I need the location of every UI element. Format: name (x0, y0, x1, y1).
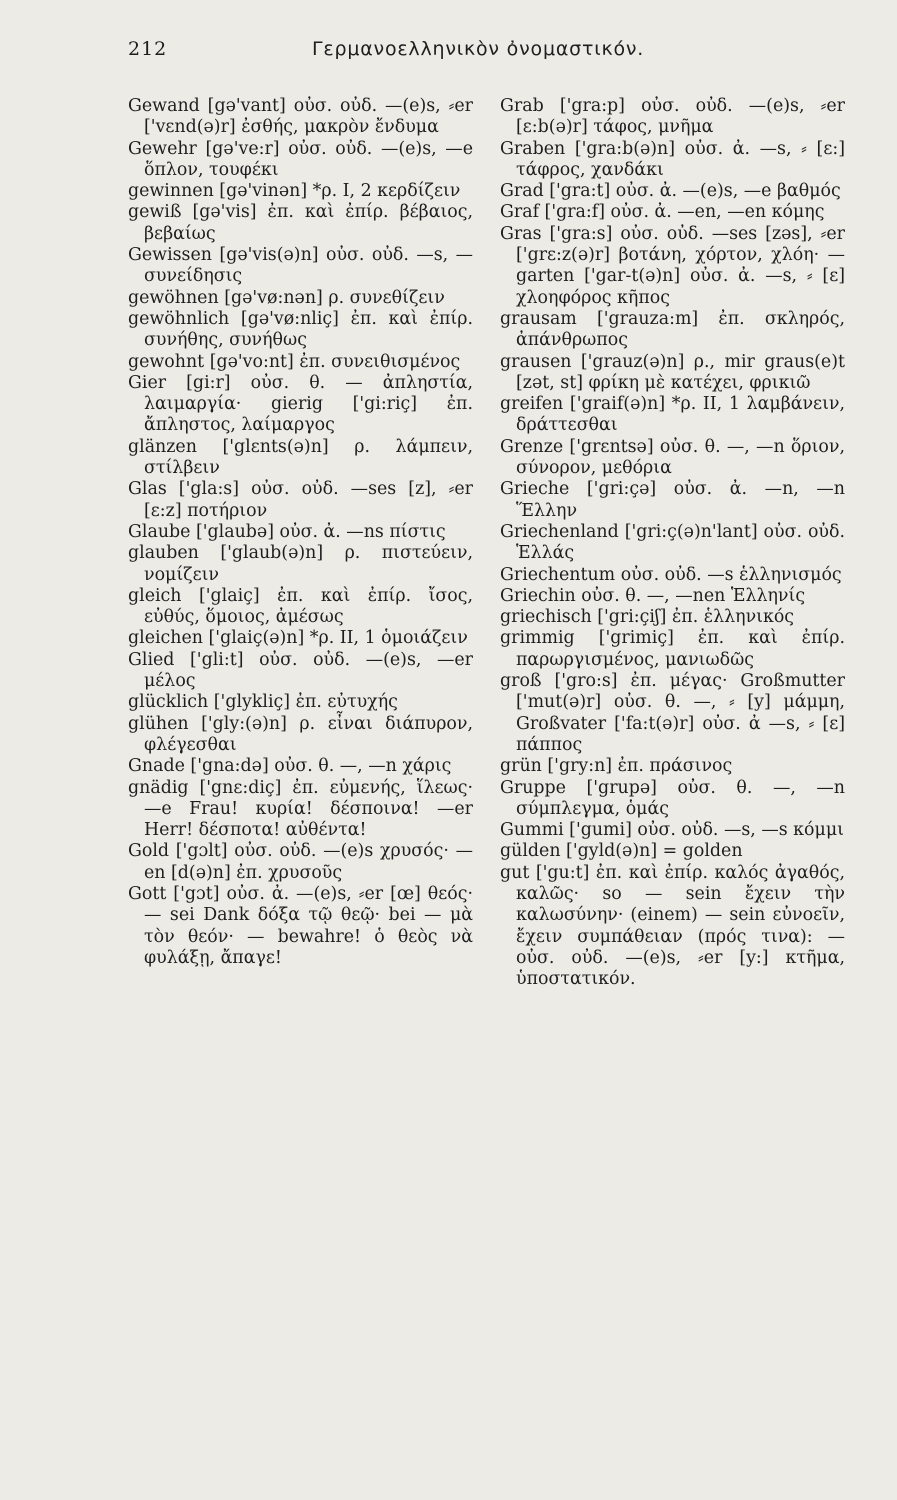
dictionary-entry: Grad ['gra:t] οὐσ. ἀ. —(e)s, —e βαθμός (500, 181, 841, 202)
running-title: Γερμανοελληνικὸν ὀνομαστικόν. (312, 38, 645, 60)
dictionary-entry: gewiß [gə'vis] ἐπ. καὶ ἐπίρ. βέβαιος, βεβαίως (128, 202, 473, 244)
right-column (500, 96, 845, 990)
dictionary-entry: grimmig ['grimiç] ἐπ. καὶ ἐπίρ. παρωργισμένος, μανιωδῶς (500, 628, 845, 670)
dictionary-entry: gut ['gu:t] ἐπ. καὶ ἐπίρ. καλός ἀγαθός, καλῶς· so — sein ἔχειν τὴν καλωσύνην· (einem) — sein εὐνοεῖν, ἔχειν συμπάθειαν (πρός τινα): — οὐσ. οὐδ. —(e)s, ⸗er [y:] κτῆμα, ὑποστατικόν. (500, 862, 845, 990)
dictionary-entry: Glas ['gla:s] οὐσ. οὐδ. —ses [z], ⸗er [ɛ:z] ποτήριον (128, 479, 473, 521)
dictionary-entry: Gummi ['gumi] οὐσ. οὐδ. —s, —s κόμμι (500, 820, 844, 841)
dictionary-entry: glühen ['gly:(ə)n] ρ. εἶναι διάπυρον, φλέγεσθαι (128, 713, 473, 755)
dictionary-entry: Graben ['gra:b(ə)n] οὐσ. ἀ. —s, ⸗ [ɛ:] τάφρος, χανδάκι (500, 138, 845, 180)
dictionary-entry: Gier [gi:r] οὐσ. θ. — ἀπληστία, λαιμαργία· gierig ['gi:riç] ἐπ. ἄπληστος, λαίμαργος (128, 372, 473, 436)
dictionary-entry: gülden ['gyld(ə)n] = golden (500, 841, 743, 862)
dictionary-entry: Gewissen [gə'vis(ə)n] οὐσ. οὐδ. —s, — συνείδησις (128, 245, 473, 287)
dictionary-entry: gewinnen [gə'vinən] *ρ. I, 2 κερδίζειν (128, 181, 461, 202)
dictionary-entry: glauben ['glaub(ə)n] ρ. πιστεύειν, νομίζειν (128, 543, 473, 585)
dictionary-entry: Graf ['gra:f] οὐσ. ἀ. —en, —en κόμης (500, 202, 825, 223)
dictionary-entry: Gewehr [gə've:r] οὐσ. οὐδ. —(e)s, —e ὅπλον, τουφέκι (128, 138, 473, 180)
dictionary-entry: Gras ['gra:s] οὐσ. οὐδ. —ses [zəs], ⸗er ['grɛ:z(ə)r] βοτάνη, χόρτον, χλόη· —garten ['gar-t(ə)n] οὐσ. ἀ. —s, ⸗ [ɛ] χλοηφόρος κῆπος (500, 223, 845, 308)
dictionary-entry: Gott ['gɔt] οὐσ. ἀ. —(e)s, ⸗er [œ] θεός· — sei Dank δόξα τῷ θεῷ· bei — μὰ τὸν θεόν· — bewahre! ὁ θεὸς νὰ φυλάξῃ, ἄπαγε! (128, 883, 473, 968)
dictionary-entry: gewöhnlich [gə'vø:nliç] ἐπ. καὶ ἐπίρ. συνήθης, συνήθως (128, 308, 473, 351)
dictionary-entry: Grenze ['grɛntsə] οὐσ. θ. —, —n ὅριον, σύνορον, μεθόρια (500, 436, 845, 479)
dictionary-entry: gleichen ['glaiç(ə)n] *ρ. II, 1 ὁμοιάζειν (128, 628, 468, 649)
dictionary-entry: groß ['gro:s] ἐπ. μέγας· Großmutter ['mut(ə)r] οὐσ. θ. —, ⸗ [y] μάμμη, Großvater ['fa:t(ə)r] οὐσ. ἀ —s, ⸗ [ɛ] πάππος (500, 671, 845, 755)
dictionary-entry: greifen ['graif(ə)n] *ρ. II, 1 λαμβάνειν, δράττεσθαι (500, 394, 845, 436)
dictionary-entry: Gold ['gɔlt] οὐσ. οὐδ. —(e)s χρυσός· —en [d(ə)n] ἐπ. χρυσοῦς (128, 841, 473, 883)
page-number: 212 (128, 38, 168, 60)
dictionary-entry: grün ['gry:n] ἐπ. πράσινος (500, 756, 733, 777)
dictionary-entry: Grab ['gra:p] οὐσ. οὐδ. —(e)s, ⸗er [ɛ:b(ə)r] τάφος, μνῆμα (500, 96, 845, 138)
dictionary-entry: Glaube ['glaubə] οὐσ. ἀ. —ns πίστις (128, 521, 446, 542)
dictionary-entry: gewohnt [gə'vo:nt] ἐπ. συνειθισμένος (128, 351, 461, 372)
dictionary-entry: Gnade ['gna:də] οὐσ. θ. —, —n χάρις (128, 756, 452, 777)
left-column (128, 96, 473, 969)
dictionary-entry: griechisch ['gri:çiʃ] ἐπ. ἑλληνικός (500, 607, 795, 628)
dictionary-entry: Griechin οὐσ. θ. —, —nen Ἑλληνίς (500, 585, 806, 606)
dictionary-entry: gnädig ['gnɛ:diç] ἐπ. εὐμενής, ἵλεως· —e Frau! κυρία! δέσποινα! —er Herr! δέσποτα! αὐθέντα! (128, 777, 473, 841)
dictionary-entry: grausen ['grauz(ə)n] ρ., mir graus(e)t [zət, st] φρίκη μὲ κατέχει, φρικιῶ (500, 351, 845, 393)
dictionary-entry: Gruppe ['grupə] οὐσ. θ. —, —n σύμπλεγμα, ὁμάς (500, 777, 845, 819)
dictionary-entry: Gewand [gə'vant] οὐσ. οὐδ. —(e)s, ⸗er ['vɛnd(ə)r] ἐσθής, μακρὸν ἔνδυμα (128, 96, 473, 138)
dictionary-entry: Griechentum οὐσ. οὐδ. —s ἑλληνισμός (500, 564, 842, 585)
dictionary-entry: Griechenland ['gri:ç(ə)n'lant] οὐσ. οὐδ. Ἑλλάς (500, 521, 845, 564)
page-header (0, 38, 897, 68)
dictionary-entry: Grieche ['gri:çə] οὐσ. ἀ. —n, —n Ἕλλην (500, 479, 845, 521)
dictionary-entry: glänzen ['glɛnts(ə)n] ρ. λάμπειν, στίλβειν (128, 436, 473, 479)
dictionary-entry: Glied ['gli:t] οὐσ. οὐδ. —(e)s, —er μέλος (128, 649, 473, 692)
dictionary-entry: glücklich ['glykliç] ἐπ. εὐτυχής (128, 692, 398, 713)
dictionary-entry: gleich ['glaiç] ἐπ. καὶ ἐπίρ. ἴσος, εὐθύς, ὅμοιος, ἀμέσως (128, 585, 473, 628)
dictionary-entry: grausam ['grauza:m] ἐπ. σκληρός, ἀπάνθρωπος (500, 308, 845, 351)
dictionary-entry: gewöhnen [gə'vø:nən] ρ. συνεθίζειν (128, 287, 445, 308)
